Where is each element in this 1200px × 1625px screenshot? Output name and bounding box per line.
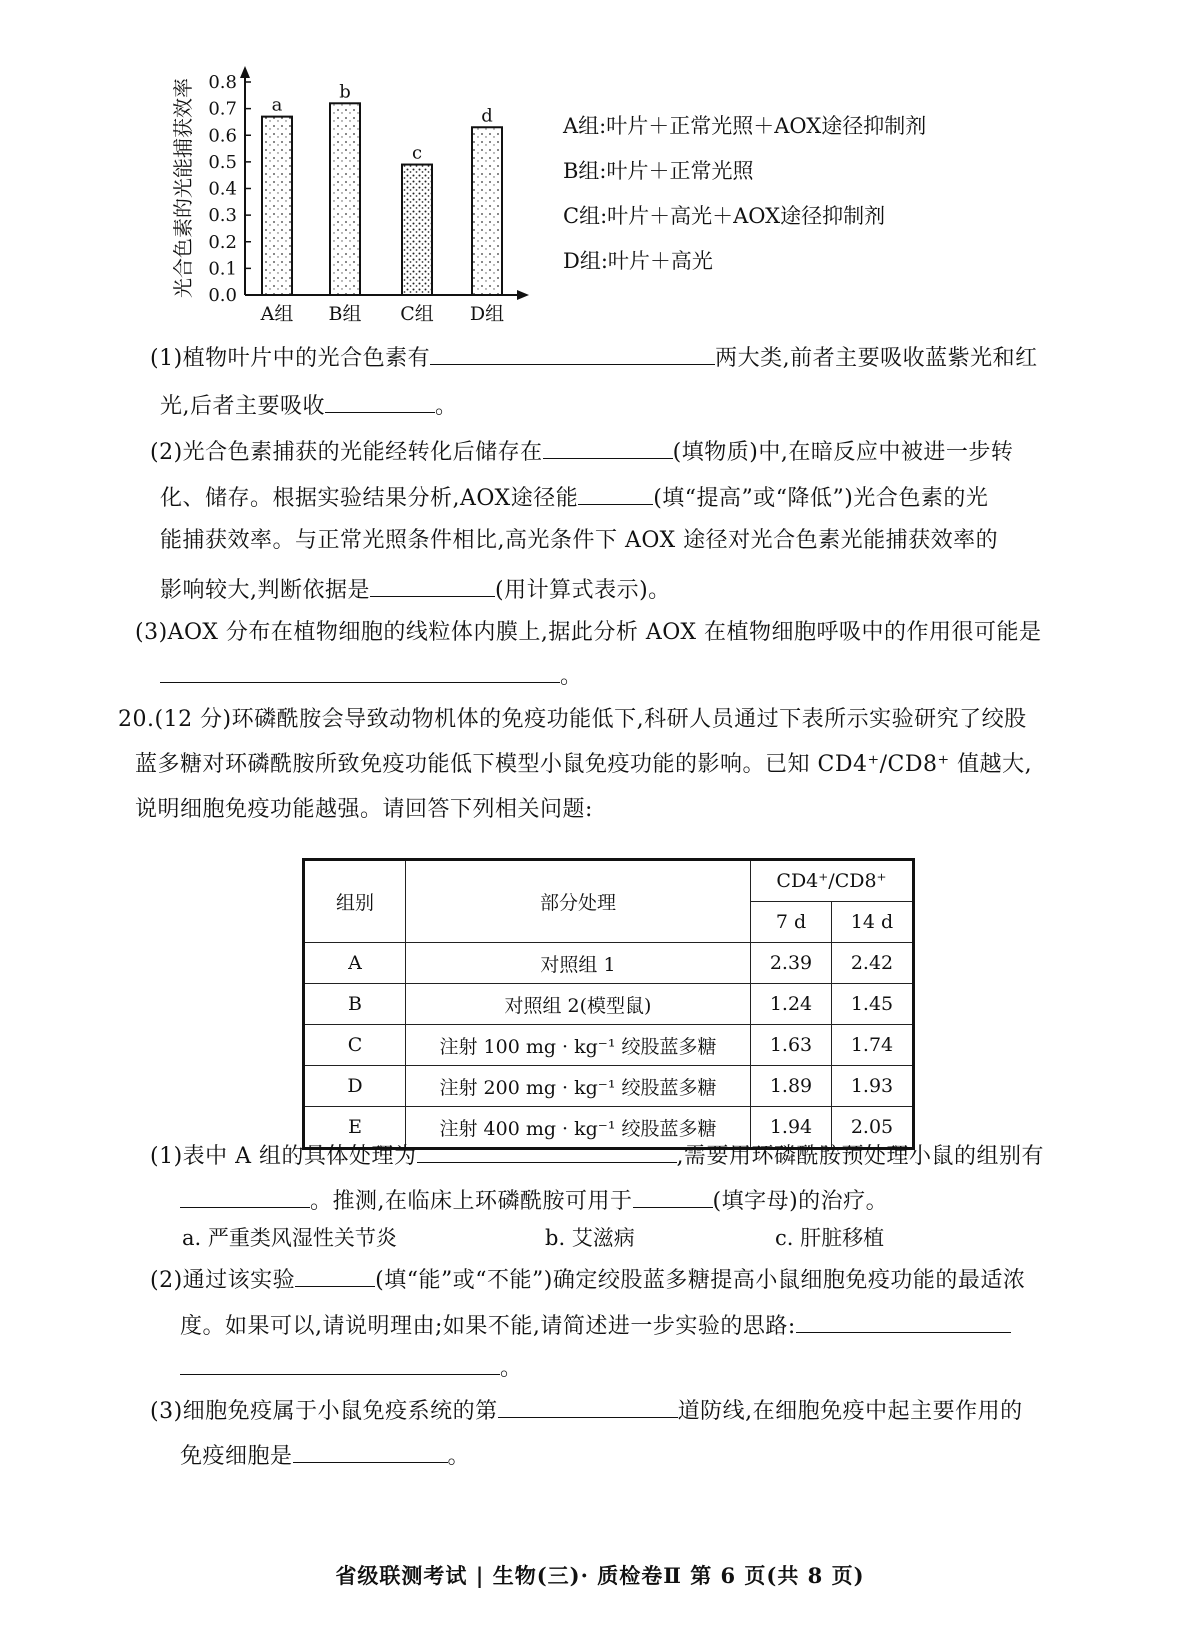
y-tick-label: 0.3 bbox=[208, 205, 237, 227]
header-14d: 14 d bbox=[832, 902, 914, 943]
option-c: c. 肝脏移植 bbox=[775, 1226, 885, 1250]
answer-blank[interactable] bbox=[180, 1350, 500, 1375]
bar-d bbox=[472, 127, 502, 295]
table-row: B 对照组 2(模型鼠) 1.24 1.45 bbox=[304, 984, 914, 1025]
q20-part3-line2: 免疫细胞是 。 bbox=[180, 1438, 470, 1472]
y-tick-label: 0.5 bbox=[208, 151, 237, 173]
y-axis-arrow bbox=[240, 66, 250, 78]
page-footer: 省级联测考试 | 生物(三)· 质检卷Ⅱ 第 6 页(共 8 页) bbox=[335, 1563, 865, 1588]
table-row: E 注射 400 mg · kg⁻¹ 绞股蓝多糖 1.94 2.05 bbox=[304, 1107, 914, 1149]
bar-c bbox=[402, 165, 432, 295]
y-tick-label: 0.8 bbox=[208, 72, 237, 93]
table-row: A 对照组 1 2.39 2.42 bbox=[304, 943, 914, 984]
header-group: 组别 bbox=[304, 860, 406, 943]
legend-item-a: A组:叶片＋正常光照＋AOX途径抑制剂 bbox=[563, 114, 927, 138]
x-tick-label: D组 bbox=[469, 303, 505, 325]
q20-part2-line3: 。 bbox=[180, 1350, 523, 1384]
legend-item-c: C组:叶片＋高光＋AOX途径抑制剂 bbox=[563, 204, 886, 228]
answer-blank[interactable] bbox=[160, 658, 560, 683]
answer-blank[interactable] bbox=[417, 1138, 677, 1163]
answer-blank[interactable] bbox=[796, 1308, 1011, 1333]
answer-blank[interactable] bbox=[370, 572, 495, 597]
answer-blank[interactable] bbox=[180, 1183, 310, 1208]
y-tick-label: 0.4 bbox=[208, 178, 237, 200]
q20-part1-line2: 。推测,在临床上环磷酰胺可用于 (填字母)的治疗。 bbox=[180, 1183, 888, 1217]
q19-part3-line2: 。 bbox=[160, 658, 583, 692]
bar-chart bbox=[160, 60, 540, 330]
legend-item-d: D组:叶片＋高光 bbox=[563, 249, 713, 273]
q19-part2-line4: 影响较大,判断依据是 (用计算式表示)。 bbox=[160, 572, 671, 606]
bar-label: a bbox=[271, 94, 283, 116]
y-tick-label: 0.7 bbox=[208, 98, 237, 120]
header-7d: 7 d bbox=[751, 902, 832, 943]
q20-part2-line1: (2)通过该实验 (填“能”或“不能”)确定绞股蓝多糖提高小鼠细胞免疫功能的最适浓 bbox=[150, 1262, 1025, 1296]
experiment-table bbox=[302, 858, 915, 1150]
answer-blank[interactable] bbox=[498, 1393, 678, 1418]
answer-blank[interactable] bbox=[578, 480, 653, 505]
table-row: D 注射 200 mg · kg⁻¹ 绞股蓝多糖 1.89 1.93 bbox=[304, 1066, 914, 1107]
y-tick-label: 0.2 bbox=[208, 231, 237, 253]
answer-blank[interactable] bbox=[295, 1262, 375, 1287]
bar-label: d bbox=[481, 105, 493, 127]
x-tick-label: C组 bbox=[400, 303, 434, 325]
bar-b bbox=[330, 103, 360, 295]
y-tick-label: 0.6 bbox=[208, 125, 237, 147]
q19-part1-line2: 光,后者主要吸收 。 bbox=[160, 388, 458, 422]
q19-part1-line1: (1)植物叶片中的光合色素有 两大类,前者主要吸收蓝紫光和红 bbox=[150, 340, 1038, 374]
bar-a bbox=[262, 117, 292, 295]
q19-part2-line1: (2)光合色素捕获的光能经转化后储存在 (填物质)中,在暗反应中被进一步转 bbox=[150, 434, 1013, 468]
legend-item-b: B组:叶片＋正常光照 bbox=[563, 159, 754, 183]
x-axis-arrow bbox=[517, 290, 529, 300]
q20-part3-line1: (3)细胞免疫属于小鼠免疫系统的第 道防线,在细胞免疫中起主要作用的 bbox=[150, 1393, 1023, 1427]
bar-label: b bbox=[339, 81, 351, 103]
option-b: b. 艾滋病 bbox=[545, 1226, 635, 1250]
y-axis-label: 光合色素的光能捕获效率 bbox=[171, 78, 195, 298]
q20-intro-line1: 20.(12 分)环磷酰胺会导致动物机体的免疫功能低下,科研人员通过下表所示实验研究了绞股 bbox=[118, 707, 1027, 732]
q20-intro-line3: 说明细胞免疫功能越强。请回答下列相关问题: bbox=[135, 797, 593, 822]
q20-intro-line2: 蓝多糖对环磷酰胺所致免疫功能低下模型小鼠免疫功能的影响。已知 CD4⁺/CD8⁺ 值越大, bbox=[135, 752, 1033, 777]
q19-part2-line2: 化、储存。根据实验结果分析,AOX途径能 (填“提高”或“降低”)光合色素的光 bbox=[160, 480, 988, 514]
bar-label: c bbox=[411, 142, 423, 164]
q19-part2-line3: 能捕获效率。与正常光照条件相比,高光条件下 AOX 途径对光合色素光能捕获效率的 bbox=[160, 528, 999, 553]
answer-blank[interactable] bbox=[543, 434, 673, 459]
answer-blank[interactable] bbox=[430, 340, 715, 365]
header-ratio: CD4⁺/CD8⁺ bbox=[751, 860, 914, 902]
q19-part3-line1: (3)AOX 分布在植物细胞的线粒体内膜上,据此分析 AOX 在植物细胞呼吸中的作用很可能是 bbox=[135, 620, 1042, 645]
header-treatment: 部分处理 bbox=[406, 860, 751, 943]
y-tick-label: 0.1 bbox=[208, 258, 237, 280]
q20-part1-line1: (1)表中 A 组的具体处理为 ,需要用环磷酰胺预处理小鼠的组别有 bbox=[150, 1138, 1044, 1172]
answer-blank[interactable] bbox=[325, 388, 435, 413]
x-tick-label: B组 bbox=[328, 303, 362, 325]
y-tick-label: 0.0 bbox=[208, 285, 237, 306]
table-row: C 注射 100 mg · kg⁻¹ 绞股蓝多糖 1.63 1.74 bbox=[304, 1025, 914, 1066]
q20-part2-line2: 度。如果可以,请说明理由;如果不能,请简述进一步实验的思路: bbox=[180, 1308, 1011, 1342]
x-tick-label: A组 bbox=[260, 303, 294, 325]
answer-blank[interactable] bbox=[293, 1438, 448, 1463]
answer-blank[interactable] bbox=[633, 1183, 713, 1208]
option-a: a. 严重类风湿性关节炎 bbox=[182, 1226, 397, 1250]
